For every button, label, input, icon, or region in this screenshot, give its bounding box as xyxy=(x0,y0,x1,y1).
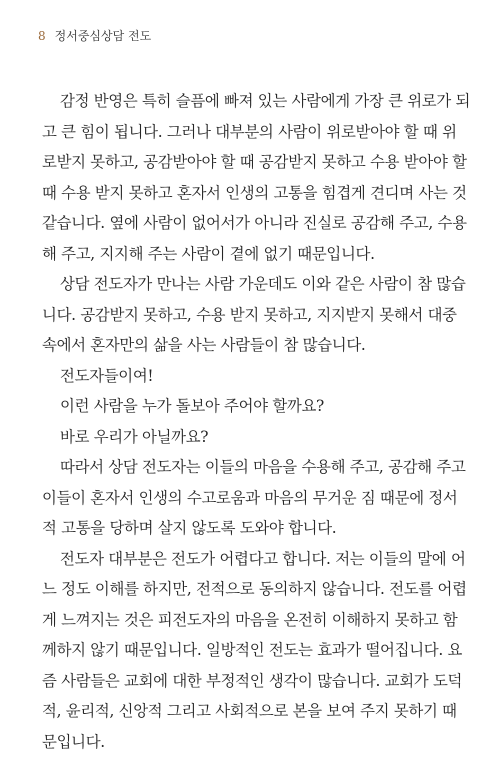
paragraph-line: 때 수용 받지 못하고 혼자서 인생의 고통을 힘겹게 견디며 사는 것 xyxy=(42,183,467,202)
paragraph-line: 전도자 대부분은 전도가 어렵다고 합니다. 저는 이들의 말에 어 xyxy=(60,549,466,568)
page-header xyxy=(38,28,151,44)
paragraph-line: 속에서 혼자만의 삶을 사는 사람들이 참 많습니다. xyxy=(42,336,366,354)
paragraph-line: 따라서 상담 전도자는 이들의 마음을 수용해 주고, 공감해 주고 xyxy=(60,458,466,476)
body-text xyxy=(42,86,471,757)
paragraph-line: 느 정도 이해를 하지만, 전적으로 동의하지 않습니다. 전도를 어렵 xyxy=(42,580,467,598)
paragraph-line: 적 고통을 당하며 살지 않도록 도와야 합니다. xyxy=(42,519,337,537)
paragraph-line: 감정 반영은 특히 슬픔에 빠져 있는 사람에게 가장 큰 위로가 되 xyxy=(60,92,471,110)
paragraph-line: 게 느껴지는 것은 피전도자의 마음을 온전히 이해하지 못하고 함 xyxy=(42,610,458,629)
paragraph-line: 같습니다. 옆에 사람이 없어서가 아니라 진실로 공감해 주고, 수용 xyxy=(42,214,467,232)
paragraph-line: 문입니다. xyxy=(42,732,105,751)
paragraph-line: 께하지 않기 때문입니다. 일방적인 전도는 효과가 떨어집니다. 요 xyxy=(42,641,463,659)
paragraph-line: 해 주고, 지지해 주는 사람이 곁에 없기 때문입니다. xyxy=(42,244,375,263)
paragraph-line: 전도자들이여! xyxy=(60,366,154,385)
paragraph-line: 고 큰 힘이 됩니다. 그러나 대부분의 사람이 위로받아야 할 때 위 xyxy=(42,122,457,141)
paragraph-line: 니다. 공감받지 못하고, 수용 받지 못하고, 지지받지 못해서 대중 xyxy=(42,305,457,324)
paragraph-line: 이들이 혼자서 인생의 수고로움과 마음의 무거운 짐 때문에 정서 xyxy=(42,488,458,507)
paragraph-line: 적, 윤리적, 신앙적 그리고 사회적으로 본을 보여 주지 못하기 때 xyxy=(42,702,457,720)
running-title: 정서중심상담 전도 xyxy=(54,29,152,43)
page-number: 8 xyxy=(38,29,46,43)
paragraph-line: 즘 사람들은 교회에 대한 부정적인 생각이 많습니다. 교회가 도덕 xyxy=(42,671,463,690)
paragraph-line: 바로 우리가 아닐까요? xyxy=(60,427,209,446)
paragraph-line: 이런 사람을 누가 돌보아 주어야 할까요? xyxy=(60,397,324,415)
paragraph-line: 상담 전도자가 만나는 사람 가운데도 이와 같은 사람이 참 많습 xyxy=(60,275,466,293)
paragraph-line: 로받지 못하고, 공감받아야 할 때 공감받지 못하고 수용 받아야 할 xyxy=(42,153,467,171)
